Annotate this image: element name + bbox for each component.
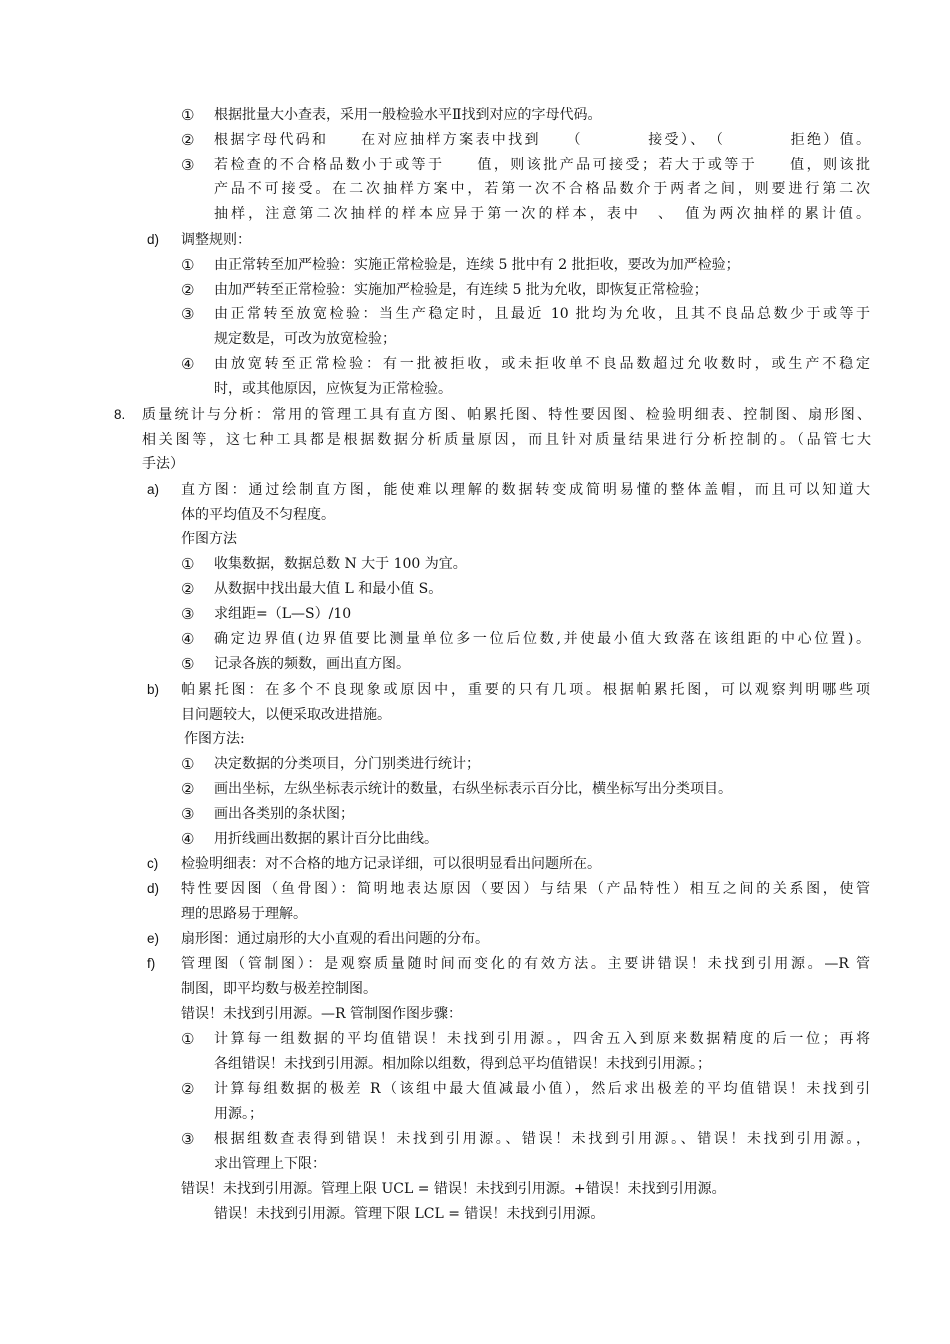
list-marker: ② (181, 780, 195, 798)
list-item-text: 计算每一组数据的平均值错误！未找到引用源。，四舍五入到原来数据精度的后一位；再将 (214, 1031, 870, 1047)
method-heading: 作图方法 (181, 531, 237, 547)
sub-text: 扇形图：通过扇形的大小直观的看出问题的分布。 (181, 931, 489, 947)
list-item-text: 根据批量大小查表，采用一般检验水平Ⅱ找到对应的字母代码。 (214, 107, 602, 123)
list-item-text: 画出坐标，左纵坐标表示统计的数量，右纵坐标表示百分比，横坐标写出分类项目。 (214, 781, 732, 797)
list-marker: ⑤ (181, 655, 195, 673)
sub-text: 制图，即平均数与极差控制图。 (181, 981, 377, 997)
list-marker: ④ (181, 355, 195, 373)
list-item-text: 抽样，注意第二次抽样的样本应异于第一次的样本，表中 、 值为两次抽样的累计值。 (214, 206, 870, 222)
list-marker: ① (181, 1030, 195, 1048)
sub-heading: 调整规则： (181, 232, 251, 248)
list-item-text: 求组距=（L—S）/10 (214, 606, 352, 622)
list-item-text: 确定边界值(边界值要比测量单位多一位后位数,并使最小值大致落在该组距的中心位置)。 (214, 631, 870, 647)
list-marker: ② (181, 281, 195, 299)
lcl-formula: 错误！未找到引用源。管理下限 LCL = 错误！未找到引用源。 (214, 1206, 605, 1222)
section-text: 手法） (142, 456, 184, 472)
list-item-text: 规定数是，可改为放宽检验； (214, 331, 396, 347)
list-item-text: 从数据中找出最大值 L 和最小值 S。 (214, 581, 443, 597)
list-item-text: 由正常转至加严检验：实施正常检验是，连续 5 批中有 2 批拒收，要改为加严检验； (214, 257, 740, 273)
list-item-text: 若检查的不合格品数小于或等于 值，则该批产品可接受；若大于或等于 值，则该批 (214, 157, 870, 173)
sub-marker: a) (147, 482, 160, 497)
sub-text: 体的平均值及不匀程度。 (181, 507, 335, 523)
list-marker: ② (181, 1080, 195, 1098)
sub-marker: b) (147, 682, 160, 697)
list-item-text: 由正常转至放宽检验：当生产稳定时，且最近 10 批均为允收，且其不良品总数少于或等于 (214, 306, 870, 322)
list-marker: ③ (181, 805, 195, 823)
list-item-text: 记录各族的频数，画出直方图。 (214, 656, 410, 672)
sub-marker: d) (147, 232, 160, 247)
list-marker: ③ (181, 156, 195, 174)
method-heading: 作图方法: (184, 731, 245, 747)
list-item-text: 根据字母代码和 在对应抽样方案表中找到 （ 接受）、 （ 拒绝）值。 (214, 132, 870, 148)
list-marker: ③ (181, 305, 195, 323)
list-marker: ② (181, 580, 195, 598)
section-text: 相关图等，这七种工具都是根据数据分析质量原因，而且针对质量结果进行分析控制的。（品管七大 (142, 432, 871, 448)
list-marker: ④ (181, 630, 195, 648)
sub-text: 目问题较大，以便采取改进措施。 (181, 707, 391, 723)
list-marker: ③ (181, 1130, 195, 1148)
sub-marker: f) (147, 956, 156, 971)
list-item-text: 决定数据的分类项目，分门别类进行统计； (214, 756, 480, 772)
list-marker: ① (181, 256, 195, 274)
list-item-text: 由加严转至正常检验：实施加严检验是，有连续 5 批为允收，即恢复正常检验； (214, 282, 708, 298)
sub-text: 管理图（管制图）：是观察质量随时间而变化的有效方法。主要讲错误！未找到引用源。—R 管 (181, 956, 870, 972)
sub-text: 帕累托图：在多个不良现象或原因中，重要的只有几项。根据帕累托图，可以观察判明哪些项 (181, 682, 870, 698)
list-item-text: 时，或其他原因，应恢复为正常检验。 (214, 381, 452, 397)
list-item-text: 根据组数查表得到错误！未找到引用源。、错误！未找到引用源。、错误！未找到引用源。， (214, 1131, 870, 1147)
sub-text: 特性要因图（鱼骨图）：简明地表达原因（要因）与结果（产品特性）相互之间的关系图，使管 (181, 881, 870, 897)
section-text: 质量统计与分析：常用的管理工具有直方图、帕累托图、特性要因图、检验明细表、控制图、扇形图、 (142, 407, 871, 423)
list-item-text: 求出管理上下限： (214, 1156, 326, 1172)
list-marker: ② (181, 131, 195, 149)
list-marker: ① (181, 555, 195, 573)
list-marker: ① (181, 106, 195, 124)
section-number: 8. (114, 407, 126, 422)
sub-marker: e) (147, 931, 160, 946)
list-item-text: 产品不可接受。在二次抽样方案中，若第一次不合格品数介于两者之间，则要进行第二次 (214, 181, 870, 197)
sub-text: 理的思路易于理解。 (181, 906, 307, 922)
list-marker: ④ (181, 830, 195, 848)
sub-marker: c) (147, 856, 159, 871)
list-item-text: 用折线画出数据的累计百分比曲线。 (214, 831, 438, 847)
list-item-text: 用源。； (214, 1106, 263, 1122)
list-item-text: 画出各类别的条状图； (214, 806, 354, 822)
list-item-text: 由放宽转至正常检验：有一批被拒收，或未拒收单不良品数超过允收数时，或生产不稳定 (214, 356, 870, 372)
list-item-text: 各组错误！未找到引用源。相加除以组数，得到总平均值错误！未找到引用源。； (214, 1056, 711, 1072)
list-marker: ③ (181, 605, 195, 623)
list-marker: ① (181, 755, 195, 773)
list-item-text: 计算每组数据的极差 R（该组中最大值减最小值），然后求出极差的平均值错误！未找到引 (214, 1081, 870, 1097)
sub-marker: d) (147, 881, 160, 896)
sub-text: 检验明细表：对不合格的地方记录详细，可以很明显看出问题所在。 (181, 856, 601, 872)
ucl-formula: 错误！未找到引用源。管理上限 UCL = 错误！未找到引用源。+错误！未找到引用源。 (181, 1181, 726, 1197)
sub-text: 直方图：通过绘制直方图，能使难以理解的数据转变成简明易懂的整体盖帽，而且可以知道大 (181, 482, 870, 498)
list-item-text: 收集数据，数据总数 N 大于 100 为宜。 (214, 556, 467, 572)
method-heading: 错误！未找到引用源。—R 管制图作图步骤： (181, 1006, 462, 1022)
